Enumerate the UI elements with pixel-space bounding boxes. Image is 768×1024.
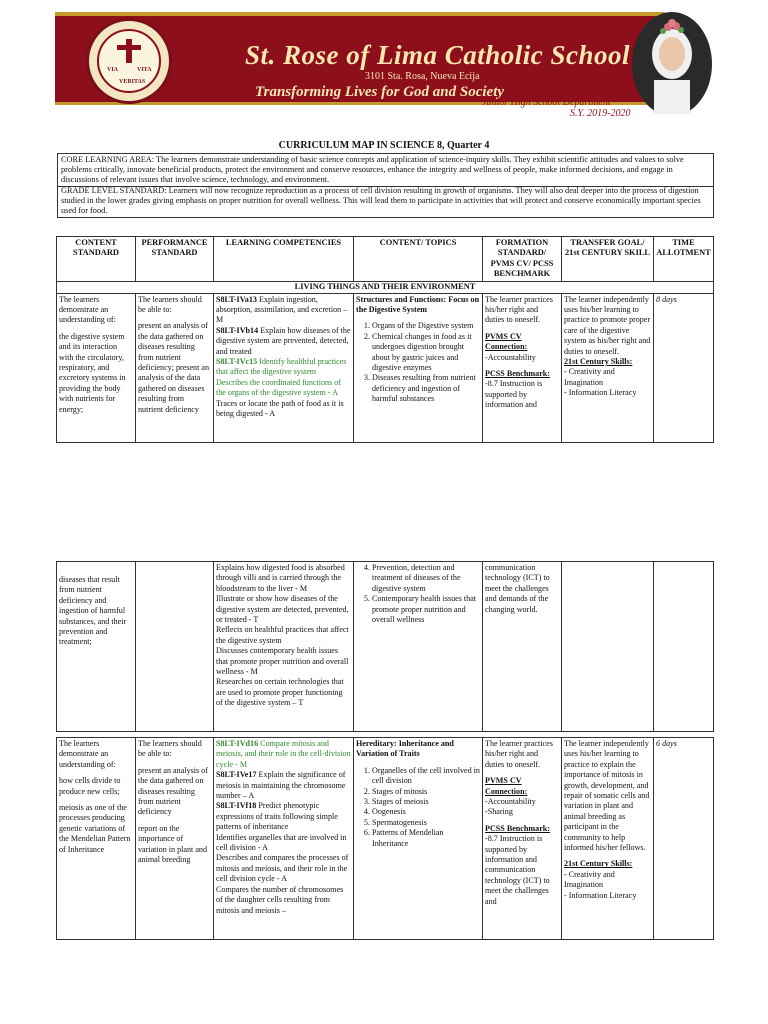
competency-item: Researches on certain technologies that are used to promote proper functioning of the digestive system – T bbox=[216, 677, 344, 708]
school-seal-logo bbox=[86, 18, 172, 104]
skills-label: 21st Century Skills: bbox=[564, 859, 633, 869]
curriculum-table-2 bbox=[56, 561, 714, 732]
topic-item: 2. Stages of mitosis bbox=[372, 787, 480, 797]
pvms-label: PVMS CV Connection: bbox=[485, 331, 528, 352]
topics-heading: Structures and Functions: Focus on the Digestive System bbox=[356, 294, 480, 315]
competency-item: Explains how digested food is absorbed through villi and is carried through the bloodstream to the liver - M bbox=[216, 563, 345, 593]
section-heading: LIVING THINGS AND THEIR ENVIRONMENT bbox=[57, 281, 714, 293]
competency-item: S8LT-IVa13 Explain ingestion, absorption, assimilation, and excretion – M bbox=[216, 294, 348, 325]
saint-portrait-image bbox=[628, 4, 716, 114]
topic-item: 3. Diseases resulting from nutrient deficiency and ingestion of harmful substances bbox=[372, 373, 480, 404]
competency-item: S8LT-IVe17 Explain the significance of meiosis in maintaining the chromosome number – A bbox=[216, 770, 346, 801]
cell-text: The learner independently uses his/her learning to practice to promote proper care of the digestive system as his/her right and duties to oneself. bbox=[564, 294, 651, 356]
seal-text: VIA bbox=[107, 67, 119, 73]
cell-text: report on the importance of variation in plant and animal breeding bbox=[138, 823, 208, 865]
column-header: FORMATION STANDARD/ PVMS CV/ PCSS BENCHMARK bbox=[483, 237, 562, 282]
topic-item: 4. Oogenesis bbox=[372, 807, 480, 817]
transfer-goal-cell bbox=[562, 738, 654, 940]
school-name: St. Rose of Lima Catholic School bbox=[245, 40, 631, 70]
formation-cell bbox=[483, 293, 562, 442]
cell-text: - Information Literacy bbox=[564, 388, 637, 398]
column-header: LEARNING COMPETENCIES bbox=[214, 237, 354, 282]
competency-item: S8LT-IVc15 Identify healthful practices that affect the digestive system bbox=[216, 357, 347, 377]
skills-label: 21st Century Skills: bbox=[564, 357, 633, 367]
cell-text: The learners demonstrate an understanding of: bbox=[59, 739, 116, 769]
time-allotment-cell: 8 days bbox=[654, 293, 714, 442]
competency-item: Compares the number of chromosomes of the daughter cells resulting from mitosis and meiosis – bbox=[216, 884, 344, 915]
performance-standard-cell bbox=[136, 562, 214, 732]
column-header: TIME ALLOTMENT bbox=[654, 237, 714, 282]
topic-item: 5. Spermatogenesis bbox=[372, 818, 480, 828]
performance-standard-cell bbox=[136, 293, 214, 442]
transfer-goal-cell bbox=[562, 562, 654, 732]
cell-text: The learner practices his/her right and duties to oneself. bbox=[485, 294, 553, 325]
competencies-cell bbox=[214, 738, 354, 940]
time-allotment-cell bbox=[654, 562, 714, 732]
competency-item: Traces or locate the path of food as it is being digested - A bbox=[216, 398, 344, 419]
transfer-goal-cell bbox=[562, 293, 654, 442]
topic-item: 1. Organs of the Digestive system bbox=[372, 321, 480, 331]
topics-cell bbox=[354, 738, 483, 940]
seal-text: VITA bbox=[137, 67, 152, 73]
cell-text: - Creativity and Imagination bbox=[564, 367, 615, 387]
curriculum-table-3 bbox=[56, 737, 714, 940]
cell-text: The learners should be able to: bbox=[138, 294, 202, 315]
cell-text: -Accountability bbox=[485, 352, 536, 362]
topic-item: 4. Prevention, detection and treatment of diseases of the digestive system bbox=[372, 563, 480, 594]
pcss-label: PCSS Benchmark: bbox=[485, 823, 550, 833]
grade-level-standard: GRADE LEVEL STANDARD: Learners will now recognize reproduction as a process of cell division resulting in growth of organisms. They will also deal deeper into the process of digestion studied in the lower grades giving emphasis on proper nutrition for overall wellness. This will lead them to participate in activities that will protect and conserve economically important species used for food. bbox=[57, 185, 714, 218]
content-standard-cell bbox=[57, 293, 136, 442]
performance-standard-cell bbox=[136, 738, 214, 940]
topic-item: 6. Patterns of Mendelian Inheritance bbox=[372, 828, 480, 849]
time-allotment-cell: 6 days bbox=[654, 738, 714, 940]
competency-item: Illustrate or show how diseases of the digestive system are detected, prevented, or treated - T bbox=[216, 594, 349, 625]
cell-text: -8.7 Instruction is supported by information and bbox=[485, 379, 543, 410]
competency-item: Reflects on healthful practices that affect the digestive system bbox=[216, 625, 349, 645]
cell-text: present an analysis of the data gathered on diseases resulting from nutrient deficiency bbox=[138, 765, 208, 817]
cell-text: - Information Literacy bbox=[564, 890, 637, 900]
cell-text: - Creativity and Imagination bbox=[564, 869, 615, 890]
seal-text: VERITAS bbox=[119, 79, 146, 85]
cell-text: present an analysis of the data gathered on diseases resulting from nutrient deficiency; present an analysis of the data gathered on diseases resulting from nutrient deficiency bbox=[138, 321, 210, 414]
cell-text: the digestive system and its interaction with the circulatory, respiratory, and excretory systems in providing the body with nutrients for energy; bbox=[59, 331, 126, 414]
topics-heading: Hereditary: Inheritance and Variation of Traits bbox=[356, 739, 454, 759]
competency-item: S8LT-IVf18 Predict phenotypic expressions of traits following simple patterns of inheritance bbox=[216, 801, 338, 832]
cell-text: -8.7 Instruction is supported by information and communication technology (ICT) to meet the challenges and bbox=[485, 834, 550, 906]
curriculum-table-1 bbox=[56, 236, 714, 443]
column-header: CONTENT/ TOPICS bbox=[354, 237, 483, 282]
column-header: CONTENT STANDARD bbox=[57, 237, 136, 282]
content-standard-cell bbox=[57, 738, 136, 940]
cell-text: The learners demonstrate an understanding of: bbox=[59, 294, 116, 325]
competencies-cell bbox=[214, 562, 354, 732]
formation-cell bbox=[483, 562, 562, 732]
seal-emblem bbox=[99, 31, 159, 91]
cell-text: -Accountability bbox=[485, 797, 536, 807]
formation-cell bbox=[483, 738, 562, 940]
school-address: 3101 Sta. Rosa, Nueva Ecija bbox=[365, 71, 480, 82]
core-learning-standard: CORE LEARNING AREA: The learners demonstrate understanding of basic science concepts and application of science-inquiry skills. They exhibit scientific attitudes and values to solve problems critically, innovate beneficial products, protect the environment and conserve resources, enhance the integrity and wellness of people, make informed decisions, and engage in discussions of relevant issues that involve science, technology, and environment. bbox=[57, 153, 714, 187]
cell-text: diseases that result from nutrient deficiency and ingestion of harmful substances, and their prevention and treatment; bbox=[59, 575, 127, 647]
content-standard-cell bbox=[57, 562, 136, 732]
competency-item: Identifies organelles that are involved in cell division - A bbox=[216, 832, 347, 853]
competency-item: S8LT-IVb14 Explain how diseases of the digestive system are prevented, detected, and treated bbox=[216, 325, 351, 356]
topics-cell bbox=[354, 562, 483, 732]
competency-item: Discusses contemporary health issues that promote proper nutrition and overall wellness - M bbox=[216, 646, 349, 677]
cell-text: -Sharing bbox=[485, 807, 513, 817]
topic-item: 5. Contemporary health issues that promote proper nutrition and overall wellness bbox=[372, 594, 480, 625]
cell-text: The learner practices his/her right and duties to oneself. bbox=[485, 739, 553, 769]
document-title: CURRICULUM MAP IN SCIENCE 8, Quarter 4 bbox=[278, 140, 490, 151]
cell-text: meiosis as one of the processes producing genetic variations of the Mendelian Pattern of Inheritance bbox=[59, 803, 131, 854]
column-header: TRANSFER GOAL/ 21st CENTURY SKILL bbox=[562, 237, 654, 282]
competency-item: Describes the coordinated functions of the organs of the digestive system - A bbox=[216, 377, 341, 398]
competency-item: S8LT-IVd16 Compare mitosis and meiosis, and their role in the cell-division cycle - M bbox=[216, 739, 351, 769]
topic-item: 2. Chemical changes in food as it undergoes digestion brought about by gastric juices and digestive enzymes bbox=[372, 332, 480, 374]
column-header: PERFORMANCE STANDARD bbox=[136, 237, 214, 282]
topic-item: 3. Stages of meiosis bbox=[372, 797, 480, 807]
pcss-label: PCSS Benchmark: bbox=[485, 369, 550, 379]
cell-text: The learner independently uses his/her learning to practice to explain the importance of mitosis in growth, development, and repair of somatic cells and variation in plant and animal breeding as participant in the community to help informed his/her fellows. bbox=[564, 739, 650, 853]
topic-item: 1. Organelles of the cell involved in cell division bbox=[372, 766, 480, 787]
competency-item: Describes and compares the processes of mitosis and meiosis, and their role in the cell division cycle - A bbox=[216, 853, 349, 884]
cell-text: communication technology (ICT) to meet the challenges and demands of the changing world. bbox=[485, 563, 550, 614]
school-motto: Transforming Lives for God and Society bbox=[255, 84, 505, 100]
cell-text: The learners should be able to: bbox=[138, 739, 202, 759]
competencies-cell bbox=[214, 293, 354, 442]
topics-cell bbox=[354, 293, 483, 442]
cell-text: how cells divide to produce new cells; bbox=[59, 776, 121, 796]
school-year-label: S.Y. 2019-2020 bbox=[570, 108, 631, 119]
department-label: Junior High School Department bbox=[482, 97, 611, 108]
pvms-label: PVMS CV Connection: bbox=[485, 776, 528, 796]
